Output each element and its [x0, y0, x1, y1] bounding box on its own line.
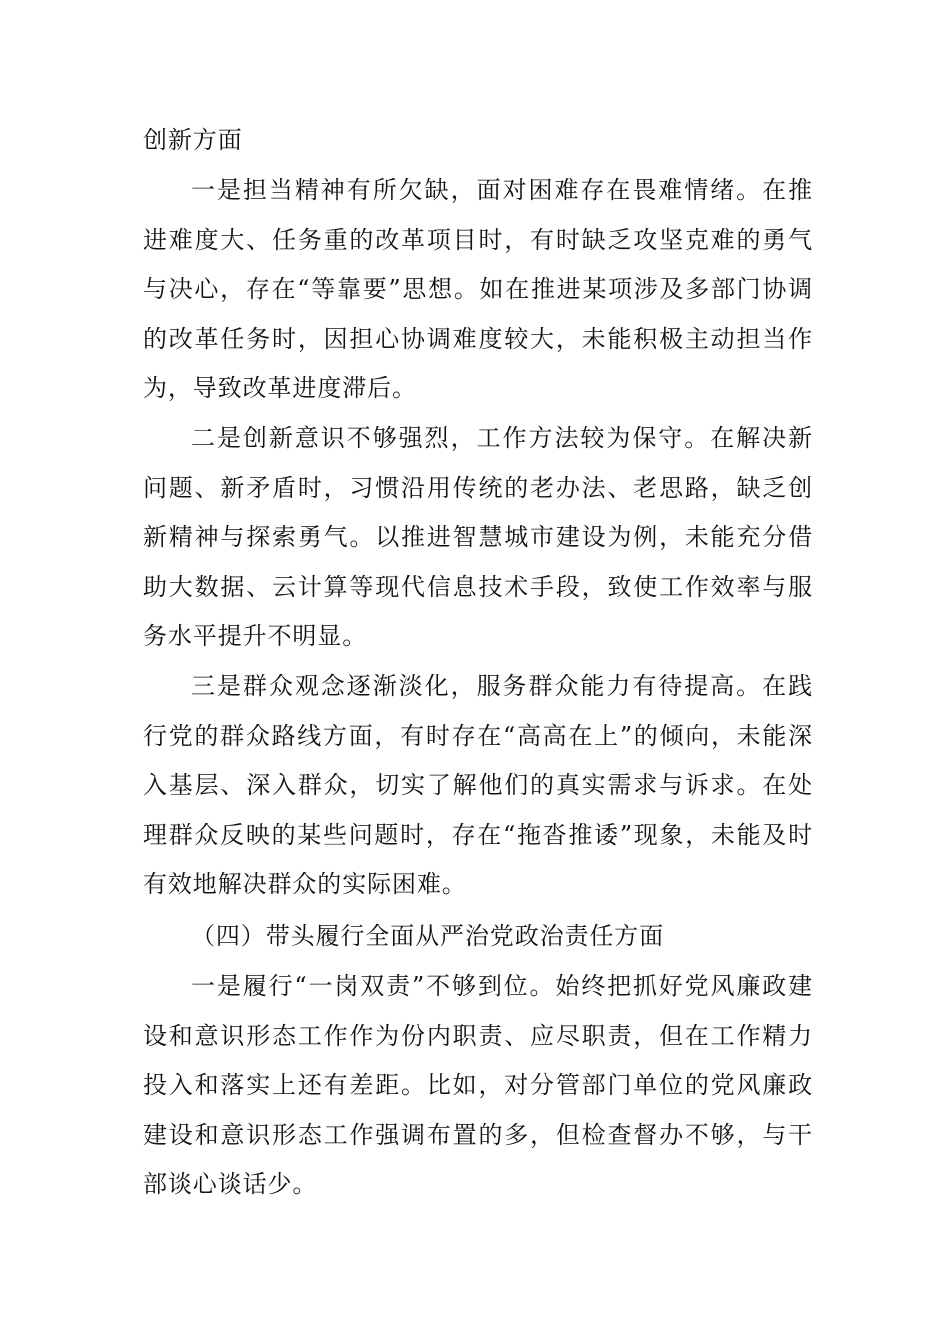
section-heading-four: （四）带头履行全面从严治党政治责任方面 — [191, 922, 665, 950]
paragraph-innovation: 二是创新意识不够强烈，工作方法较为保守。在解决新问题、新矛盾时，习惯沿用传统的老办法、老思路，缺乏创新精神与探索勇气。以推进智慧城市建设为例，未能充分借助大数据、云计算等现代信息技术手段，致使工作效率与服务水平提升不明显。 — [143, 424, 813, 651]
paragraph-mass-line: 三是群众观念逐渐淡化，服务群众能力有待提高。在践行党的群众路线方面，有时存在“高高在上”的倾向，未能深入基层、深入群众，切实了解他们的真实需求与诉求。在处理群众反映的某些问题时，存在“拖沓推诿”现象，未能及时有效地解决群众的实际困难。 — [143, 672, 813, 899]
paragraph-responsibility: 一是担当精神有所欠缺，面对困难存在畏难情绪。在推进难度大、任务重的改革项目时，有时缺乏攻坚克难的勇气与决心，存在“等靠要”思想。如在推进某项涉及多部门协调的改革任务时，因担心协调难度较大，未能积极主动担当作为，导致改革进度滞后。 — [143, 176, 813, 403]
paragraph-dual-responsibility: 一是履行“一岗双责”不够到位。始终把抓好党风廉政建设和意识形态工作作为份内职责、应尽职责，但在工作精力投入和落实上还有差距。比如，对分管部门单位的党风廉政建设和意识形态工作强调布置的多，但检查督办不够，与干部谈心谈话少。 — [143, 972, 813, 1199]
section-heading-continuation: 创新方面 — [143, 126, 243, 154]
